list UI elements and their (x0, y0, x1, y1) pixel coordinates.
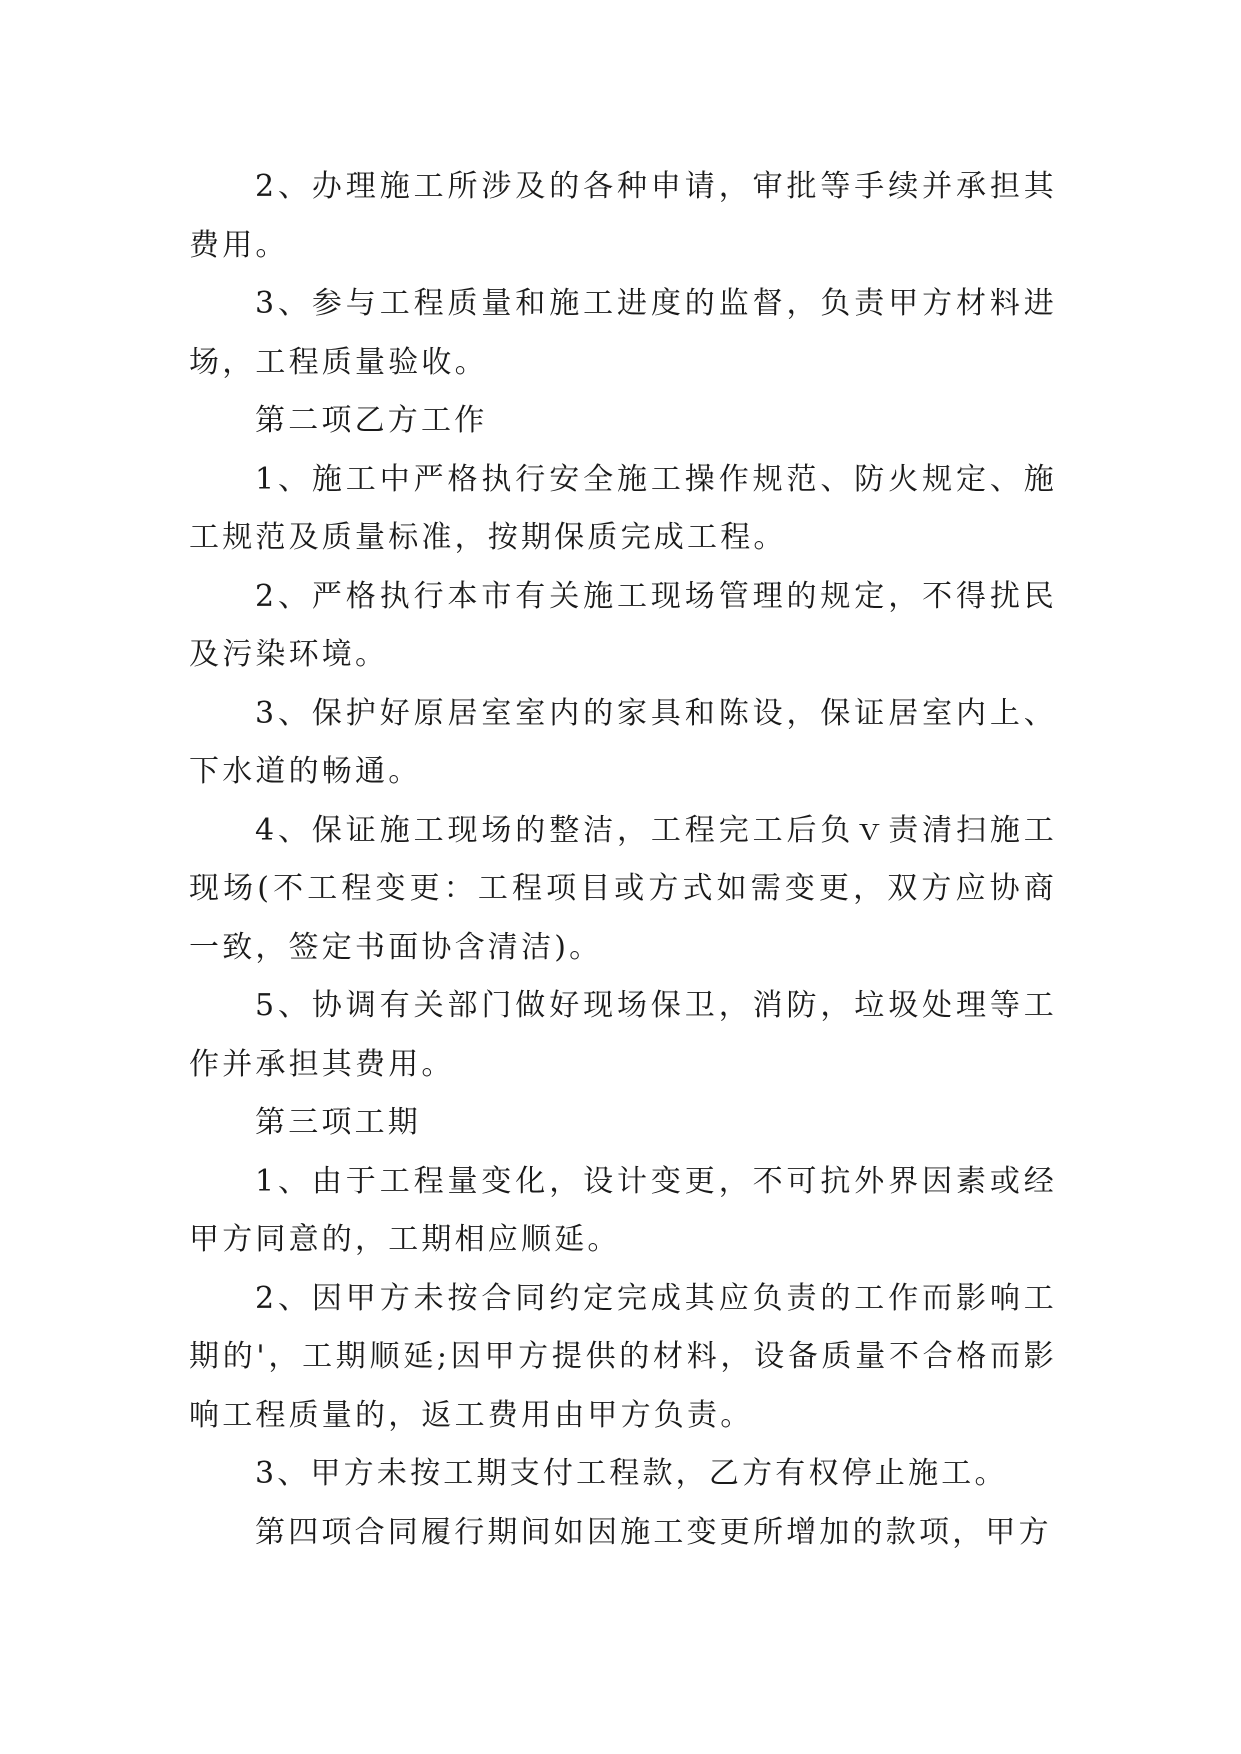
section-heading-schedule: 第三项工期 (255, 1105, 421, 1140)
paragraph-schedule-item-3: 3、甲方未按工期支付工程款，乙方有权停止施工。 (255, 1456, 1008, 1491)
section-heading-changes: 第四项合同履行期间如因施工变更所增加的款项，甲方 (255, 1514, 1052, 1550)
paragraph-party-a-item-2: 2、办理施工所涉及的各种申请，审批等手续并承担其费用。 (189, 169, 1057, 263)
paragraph-schedule-item-2: 2、因甲方未按合同约定完成其应负责的工作而影响工期的'，工期顺延;因甲方提供的材料，设备质量不合格而影响工程质量的，返工费用由甲方负责。 (189, 1280, 1057, 1433)
paragraph-party-b-item-2: 2、严格执行本市有关施工现场管理的规定，不得扰民及污染环境。 (189, 578, 1057, 672)
paragraph-schedule-item-1: 1、由于工程量变化，设计变更，不可抗外界因素或经甲方同意的，工期相应顺延。 (189, 1163, 1057, 1257)
document-body (189, 158, 1057, 1562)
section-heading-party-b: 第二项乙方工作 (255, 403, 488, 438)
paragraph-party-b-item-4: 4、保证施工现场的整洁，工程完工后负ｖ责清扫施工现场(不工程变更：工程项目或方式如需变更，双方应协商一致，签定书面协含清洁)。 (189, 812, 1057, 965)
paragraph-party-a-item-3: 3、参与工程质量和施工进度的监督，负责甲方材料进场，工程质量验收。 (189, 286, 1057, 380)
paragraph-party-b-item-1: 1、施工中严格执行安全施工操作规范、防火规定、施工规范及质量标准，按期保质完成工程。 (189, 461, 1057, 555)
paragraph-party-b-item-3: 3、保护好原居室室内的家具和陈设，保证居室内上、下水道的畅通。 (189, 695, 1057, 789)
paragraph-party-b-item-5: 5、协调有关部门做好现场保卫，消防，垃圾处理等工作并承担其费用。 (189, 988, 1057, 1082)
